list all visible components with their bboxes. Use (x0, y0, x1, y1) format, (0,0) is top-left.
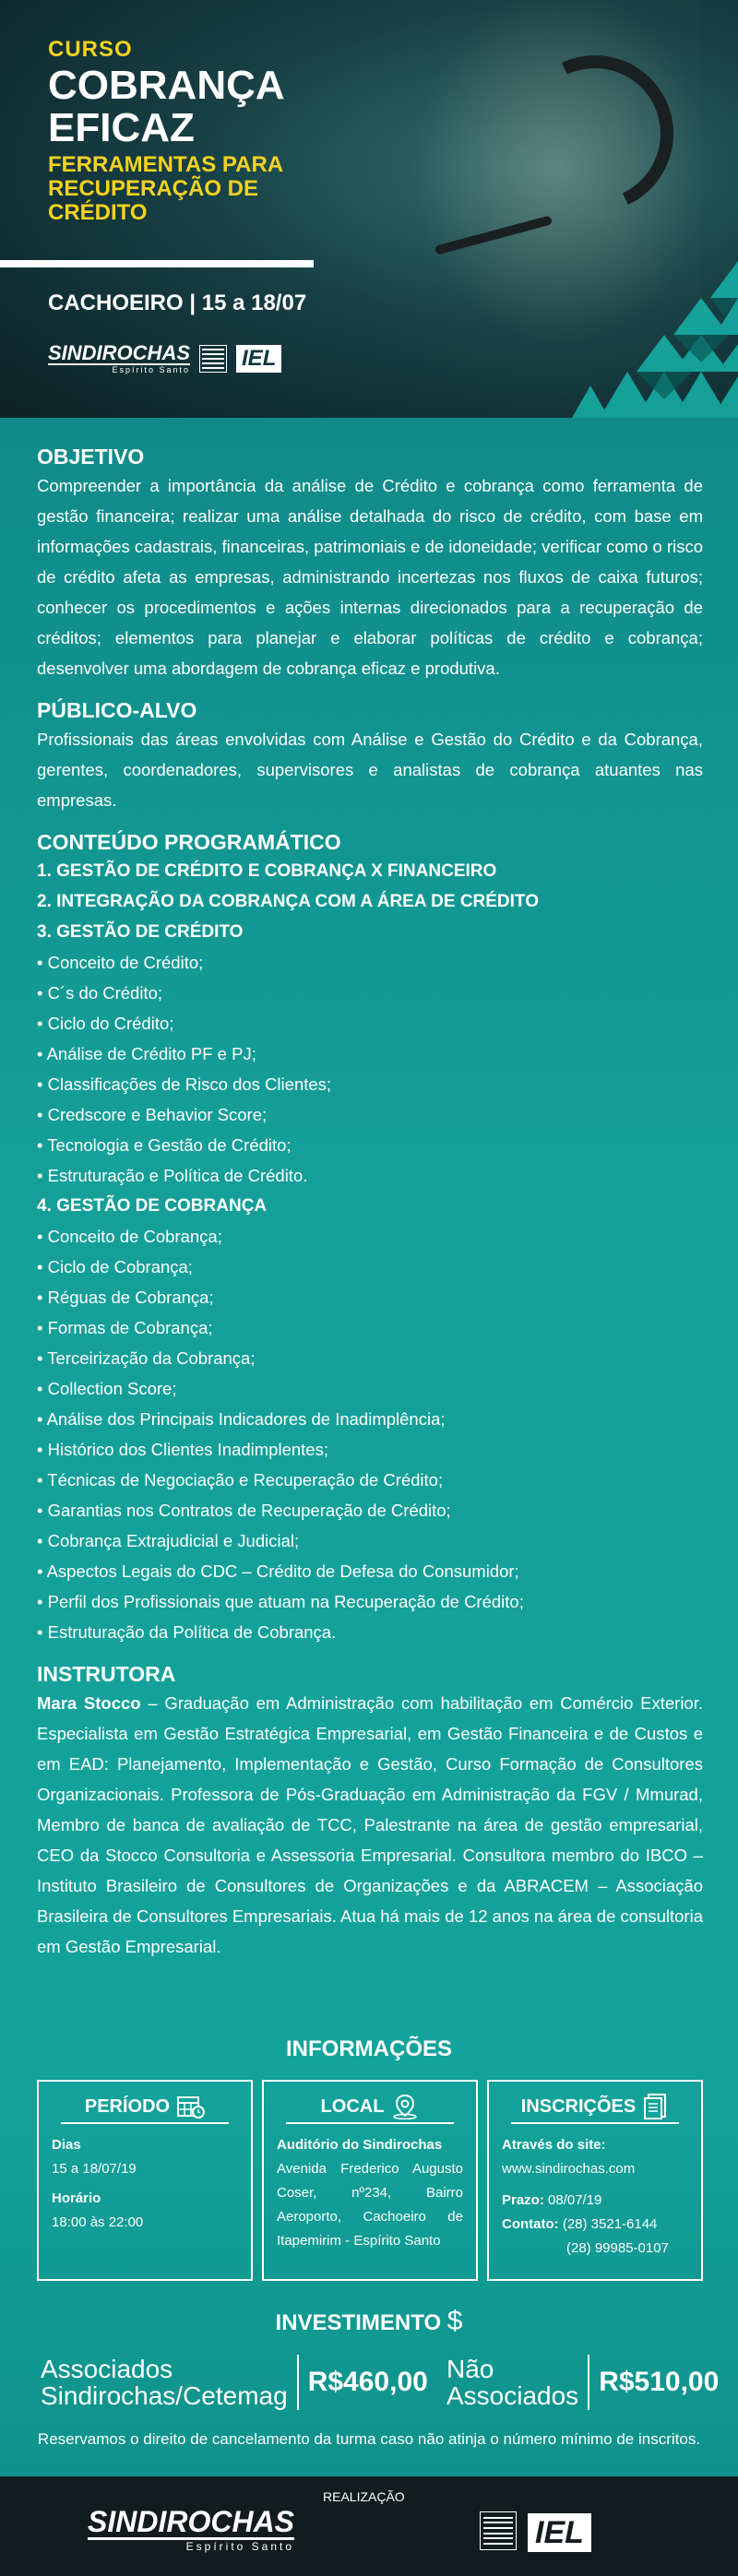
footer-sindirochas-logo (88, 2506, 294, 2553)
course-title (48, 65, 285, 149)
associados-price (41, 2354, 428, 2411)
list-item: • Conceito de Crédito; (37, 953, 204, 972)
course-label: CURSO (48, 37, 133, 62)
instrutora-name: Mara Stocco (37, 1693, 141, 1713)
sindirochas-logo (48, 343, 190, 374)
instrutora-bio (37, 1688, 703, 1962)
list-item: • Estruturação e Política de Crédito. (37, 1166, 308, 1185)
course-subtitle-line: CRÉDITO (48, 200, 148, 225)
footer (0, 2476, 738, 2576)
hero-text (48, 37, 285, 225)
calendar-icon (177, 2095, 205, 2119)
hero-banner (0, 0, 738, 418)
realizacao-label: REALIZAÇÃO (323, 2489, 405, 2504)
list-item: • Garantias nos Contratos de Recuperação de Crédito; (37, 1501, 451, 1520)
associados-label-2: Sindirochas/Cetemag (41, 2381, 288, 2410)
nao-associados-label-1: Não (446, 2355, 494, 2383)
list-item: • Réguas de Cobrança; (37, 1288, 214, 1307)
list-item: • Formas de Cobrança; (37, 1318, 213, 1337)
investimento-title (0, 2306, 738, 2337)
inscricoes-box (487, 2080, 703, 2281)
divider (0, 260, 314, 267)
list-item: • Histórico dos Clientes Inadimplentes; (37, 1440, 328, 1459)
inscricoes-via-label: Através do site: (502, 2137, 606, 2153)
publico-title: PÚBLICO-ALVO (37, 698, 197, 722)
topic-heading: 2. INTEGRAÇÃO DA COBRANÇA COM A ÁREA DE CRÉDITO (37, 892, 539, 911)
list-item: • Análise dos Principais Indicadores de Inadimplência; (37, 1409, 446, 1429)
fiesc-logo-icon (199, 345, 227, 373)
list-item: • Credscore e Behavior Score; (37, 1105, 268, 1124)
list-item: • Conceito de Cobrança; (37, 1227, 222, 1246)
list-item: • Análise de Crédito PF e PJ; (37, 1044, 256, 1063)
nao-associados-price-value: R$510,00 (599, 2367, 720, 2397)
hero-logos (48, 343, 281, 374)
conteudo-title: CONTEÚDO PROGRAMÁTICO (37, 830, 341, 854)
publico-text: Profissionais das áreas envolvidas com Análise e Gestão do Crédito e da Cobrança, gerentes, coordenadores, supervisores e analistas de cobrança atuantes nas empresas. (37, 730, 703, 810)
course-title-line: EFICAZ (48, 105, 195, 150)
course-title-line: COBRANÇA (48, 63, 285, 108)
informacoes-title: INFORMAÇÕES (286, 2036, 452, 2061)
place-date: CACHOEIRO | 15 a 18/07 (48, 291, 307, 315)
associados-price-value: R$460,00 (307, 2367, 428, 2397)
topic-heading: 1. GESTÃO DE CRÉDITO E COBRANÇA X FINANCEIRO (37, 861, 497, 881)
nao-associados-label-2: Associados (446, 2381, 579, 2410)
objetivo-text: Compreender a importância da análise de Crédito e cobrança como ferramenta de gestão financeira; realizar uma análise detalhada do risco de crédito, com base em informações cadastrais, financeiras, patrimoniais e de idoneidade; verificar como o risco de crédito afeta as empresas, administrando incertezas nos fluxos de caixa futuros; conhecer os procedimentos e ações internas direcionados para a recuperação de créditos; elementos para planejar e elaborar políticas de crédito e cobrança; desenvolver uma abordagem de cobrança eficaz e produtiva. (37, 476, 703, 678)
topic-heading: 4. GESTÃO DE COBRANÇA (37, 1196, 268, 1216)
footer-iel-logo: IEL (528, 2513, 591, 2552)
topic-heading: 3. GESTÃO DE CRÉDITO (37, 922, 244, 942)
list-item: • Cobrança Extrajudicial e Judicial; (37, 1531, 300, 1550)
cancellation-note: Reservamos o direito de cancelamento da turma caso não atinja o número mínimo de inscritos. (37, 2430, 701, 2448)
dias-value: 15 a 18/07/19 (52, 2161, 137, 2177)
document-icon (643, 2093, 669, 2120)
list-item: • Ciclo do Crédito; (37, 1014, 174, 1033)
iel-logo: IEL (236, 345, 281, 373)
course-subtitle (48, 153, 285, 225)
prazo-value: 08/07/19 (543, 2192, 602, 2208)
local-address: Avenida Frederico Augusto Coser, nº234, Bairro Aeroporto, Cachoeiro de Itapemirim - Espírito Santo (277, 2161, 463, 2249)
course-subtitle-line: RECUPERAÇÃO DE (48, 176, 259, 201)
periodo-box (37, 2080, 253, 2281)
list-item: • Estruturação da Política de Cobrança. (37, 1622, 337, 1642)
objetivo-title: OBJETIVO (37, 445, 145, 469)
investimento-title-text: INVESTIMENTO (275, 2310, 442, 2335)
footer-fiesc-logo-icon (480, 2511, 517, 2550)
list-item: • Ciclo de Cobrança; (37, 1257, 193, 1276)
horario-value: 18:00 às 22:00 (52, 2214, 144, 2230)
sindirochas-logo-subtext: Espírito Santo (112, 365, 191, 374)
list-item: • Classificações de Risco dos Clientes; (37, 1074, 332, 1094)
contato-label: Contato: (502, 2216, 559, 2232)
conteudo-list (37, 856, 703, 1647)
course-subtitle-line: FERRAMENTAS PARA (48, 152, 284, 177)
instrutora-bio-text: – Graduação em Administração com habilitação em Comércio Exterior. Especialista em Gestão Estratégica Empresarial, em Gestão Financeira e de Custos e em EAD: Planejamento, Implementação e Gestão, Curso Formação de Consultores Organizacionais. Professora de Pós-Graduação em Administração da FGV / Mmurad, Membro de banca de avaliação de TCC, Palestrante na área de gestão empresarial, CEO da Stocco Consultoria e Assessoria Empresarial. Consultora membro do IBCO – Instituto Brasileiro de Consultores de Organizações e da ABRACEM – Associação Brasileira de Consultores Empresariais. Atua há mais de 12 anos na área de consultoria em Gestão Empresarial. (37, 1693, 704, 1956)
periodo-title: PERÍODO (84, 2095, 171, 2117)
list-item: • Técnicas de Negociação e Recuperação de Crédito; (37, 1470, 444, 1490)
list-item: • Perfil dos Profissionais que atuam na Recuperação de Crédito; (37, 1592, 524, 1611)
contato-line (502, 2213, 688, 2237)
contato-phone-1: (28) 3521-6144 (558, 2216, 658, 2232)
contato-phone-2: (28) 99985-0107 (566, 2240, 669, 2256)
inscricoes-site[interactable]: www.sindirochas.com (502, 2161, 636, 2177)
investimento-row (37, 2354, 720, 2411)
local-box (262, 2080, 478, 2281)
sindirochas-logo-text: SINDIROCHAS (48, 341, 191, 364)
triangle-pattern (424, 261, 738, 418)
main-content (37, 443, 703, 1962)
local-title: LOCAL (320, 2095, 385, 2117)
inscricoes-title: INSCRIÇÕES (520, 2095, 637, 2117)
list-item: • Terceirização da Cobrança; (37, 1348, 256, 1368)
local-place: Auditório do Sindirochas (277, 2137, 443, 2153)
instrutora-title: INSTRUTORA (37, 1662, 176, 1686)
location-pin-icon (391, 2094, 419, 2119)
list-item: • Collection Score; (37, 1379, 177, 1398)
footer-sindirochas-logo-text: SINDIROCHAS (88, 2505, 295, 2538)
list-item: • C´s do Crédito; (37, 983, 163, 1003)
prazo-line (502, 2189, 688, 2213)
info-boxes (37, 2080, 703, 2281)
list-item: • Tecnologia e Gestão de Crédito; (37, 1135, 292, 1155)
prazo-label: Prazo: (502, 2192, 544, 2208)
associados-label-1: Associados (41, 2355, 173, 2383)
list-item: • Aspectos Legais do CDC – Crédito de Defesa do Consumidor; (37, 1561, 519, 1581)
dollar-icon: $ (446, 2306, 463, 2336)
nao-associados-price (446, 2354, 719, 2411)
horario-label: Horário (52, 2190, 101, 2206)
footer-sindirochas-logo-subtext: Espírito Santo (185, 2540, 295, 2553)
dias-label: Dias (52, 2137, 81, 2153)
